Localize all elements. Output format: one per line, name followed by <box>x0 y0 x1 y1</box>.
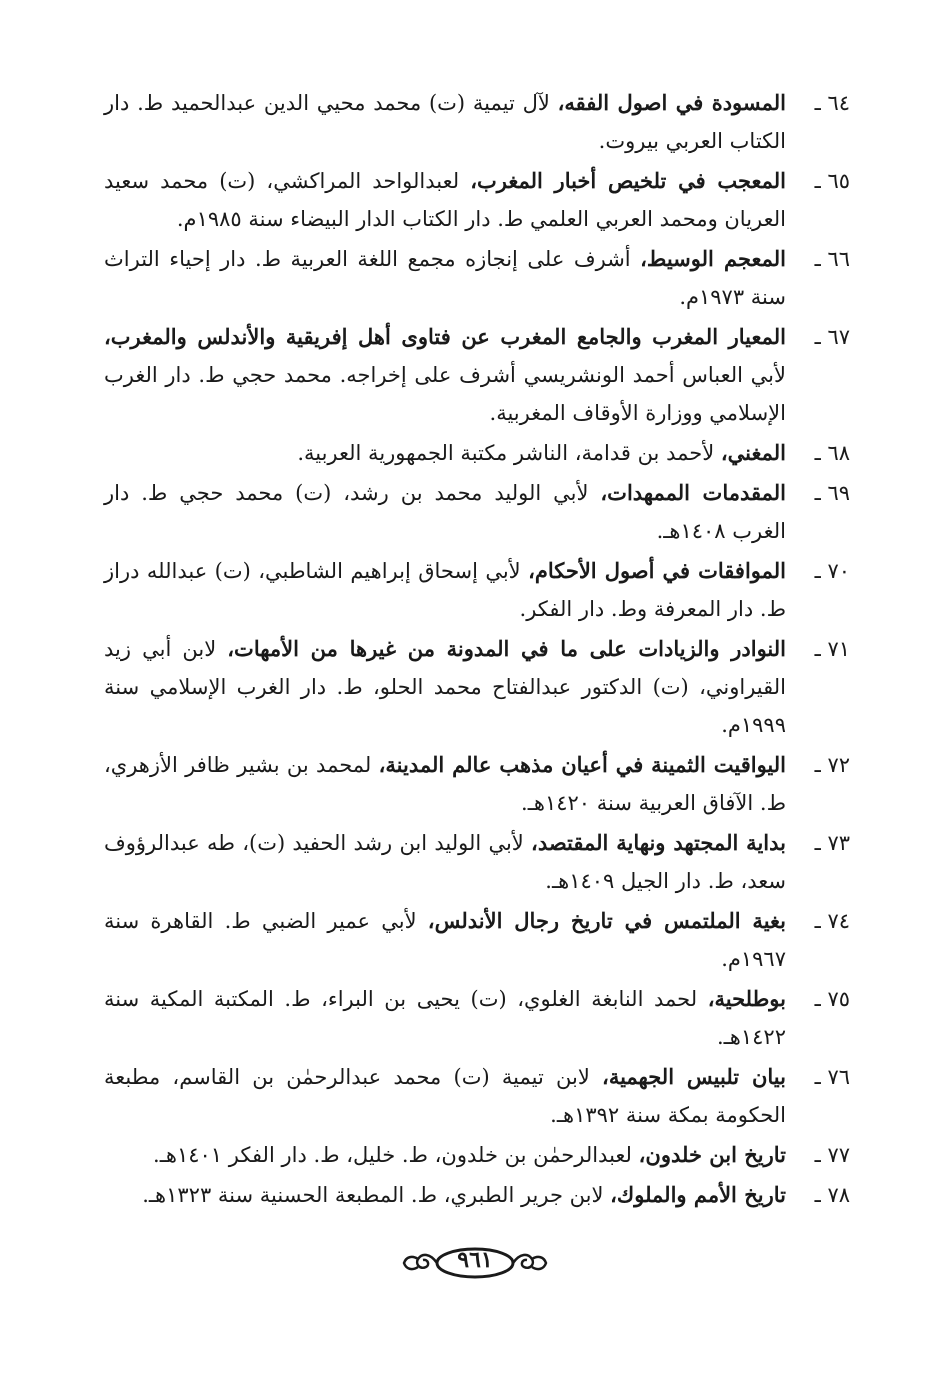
entry-details: لعبدالرحمٰن بن خلدون، ط. خليل، ط. دار الفكر ١٤٠١هـ. <box>153 1143 639 1167</box>
entry-title: بداية المجتهد ونهاية المقتصد، <box>531 830 786 855</box>
list-item <box>104 162 850 238</box>
entry-title: بغية الملتمس في تاريخ رجال الأندلس، <box>427 908 787 933</box>
entry-number: ٦٤ ـ <box>814 91 850 115</box>
entry-details: لحمد النابغة الغلوي، (ت) يحيى بن البراء، ط. المكتبة المكية سنة ١٤٢٢هـ. <box>104 987 786 1049</box>
entry-title: المقدمات الممهدات، <box>600 480 786 505</box>
list-item <box>104 318 850 432</box>
entry-title: النوادر والزيادات على ما في المدونة من غيرها من الأمهات، <box>227 636 786 661</box>
entry-title: المسودة في اصول الفقه، <box>557 90 787 115</box>
list-item <box>104 84 850 160</box>
list-item <box>104 980 850 1056</box>
list-item <box>104 630 850 744</box>
bibliography-list <box>104 84 850 1216</box>
list-item <box>104 1176 850 1214</box>
entry-number: ٧٧ ـ <box>814 1143 850 1167</box>
entry-title: تاريخ الأمم والملوك، <box>610 1182 786 1207</box>
entry-number: ٧٤ ـ <box>814 909 850 933</box>
entry-details: لأبي عمير الضبي ط. القاهرة سنة ١٩٦٧م. <box>104 909 786 971</box>
list-item <box>104 902 850 978</box>
entry-number: ٧٠ ـ <box>814 559 850 583</box>
list-item <box>104 1136 850 1174</box>
list-item <box>104 552 850 628</box>
page-number-text: ٩٦١ <box>457 1247 493 1273</box>
entry-number: ٦٨ ـ <box>814 441 850 465</box>
entry-number: ٧٣ ـ <box>814 831 850 855</box>
list-item <box>104 824 850 900</box>
entry-title: بيان تلبيس الجهمية، <box>602 1064 786 1089</box>
list-item <box>104 1058 850 1134</box>
entry-details: لابن تيمية (ت) محمد عبدالرحمٰن بن القاسم، مطبعة الحكومة بمكة سنة ١٣٩٢هـ. <box>104 1065 786 1127</box>
list-item <box>104 746 850 822</box>
entry-details: لأبي العباس أحمد الونشريسي أشرف على إخراجه. محمد حجي ط. دار الغرب الإسلامي ووزارة الأوقاف المغربية. <box>104 363 786 425</box>
entry-details: لآل تيمية (ت) محمد محيي الدين عبدالحميد ط. دار الكتاب العربي بيروت. <box>104 91 786 153</box>
entry-title: بوطلحية، <box>707 986 786 1011</box>
entry-title: الموافقات في أصول الأحكام، <box>528 558 787 583</box>
entry-number: ٦٥ ـ <box>814 169 850 193</box>
entry-number: ٧٦ ـ <box>814 1065 850 1089</box>
entry-title: المغني، <box>720 440 786 465</box>
entry-title: تاريخ ابن خلدون، <box>638 1142 786 1167</box>
entry-details: لأبي الوليد محمد بن رشد، (ت) محمد حجي ط. دار الغرب ١٤٠٨هـ. <box>104 481 786 543</box>
entry-number: ٧٨ ـ <box>814 1183 850 1207</box>
entry-details: لأحمد بن قدامة، الناشر مكتبة الجمهورية العربية. <box>297 441 721 465</box>
list-item <box>104 474 850 550</box>
entry-details: لابن جرير الطبري، ط. المطبعة الحسنية سنة ١٣٢٣هـ. <box>142 1183 611 1207</box>
entry-details: لأبي الوليد ابن رشد الحفيد (ت)، طه عبدالرؤوف سعد، ط. دار الجيل ١٤٠٩هـ. <box>104 831 786 893</box>
entry-number: ٧٥ ـ <box>814 987 850 1011</box>
entry-number: ٦٧ ـ <box>814 325 850 349</box>
entry-number: ٦٦ ـ <box>814 247 850 271</box>
page-number <box>400 1243 550 1283</box>
entry-title: المعجم الوسيط، <box>640 246 787 271</box>
list-item <box>104 240 850 316</box>
entry-details: أشرف على إنجازه مجمع اللغة العربية ط. دار إحياء التراث سنة ١٩٧٣م. <box>104 247 786 309</box>
entry-number: ٦٩ ـ <box>814 481 850 505</box>
entry-details: لابن أبي زيد القيراوني، (ت) الدكتور عبدالفتاح محمد الحلو، ط. دار الغرب الإسلامي سنة ١٩٩٩م. <box>104 637 787 737</box>
list-item <box>104 434 850 472</box>
entry-details: لعبدالواحد المراكشي، (ت) محمد سعيد العريان ومحمد العربي العلمي ط. دار الكتاب الدار البيضاء سنة ١٩٨٥م. <box>104 169 786 231</box>
entry-title: المعيار المغرب والجامع المغرب عن فتاوى أهل إفريقية والأندلس والمغرب، <box>104 324 786 349</box>
entry-title: اليواقيت الثمينة في أعيان مذهب عالم المدينة، <box>378 752 786 777</box>
entry-number: ٧٢ ـ <box>814 753 850 777</box>
entry-details: لمحمد بن بشير ظافر الأزهري، ط. الآفاق العربية سنة ١٤٢٠هـ. <box>104 753 786 815</box>
entry-number: ٧١ ـ <box>814 637 850 661</box>
entry-details: لأبي إسحاق إبراهيم الشاطبي، (ت) عبدالله دراز ط. دار المعرفة وط. دار الفكر. <box>104 559 786 621</box>
entry-title: المعجب في تلخيص أخبار المغرب، <box>470 168 787 193</box>
